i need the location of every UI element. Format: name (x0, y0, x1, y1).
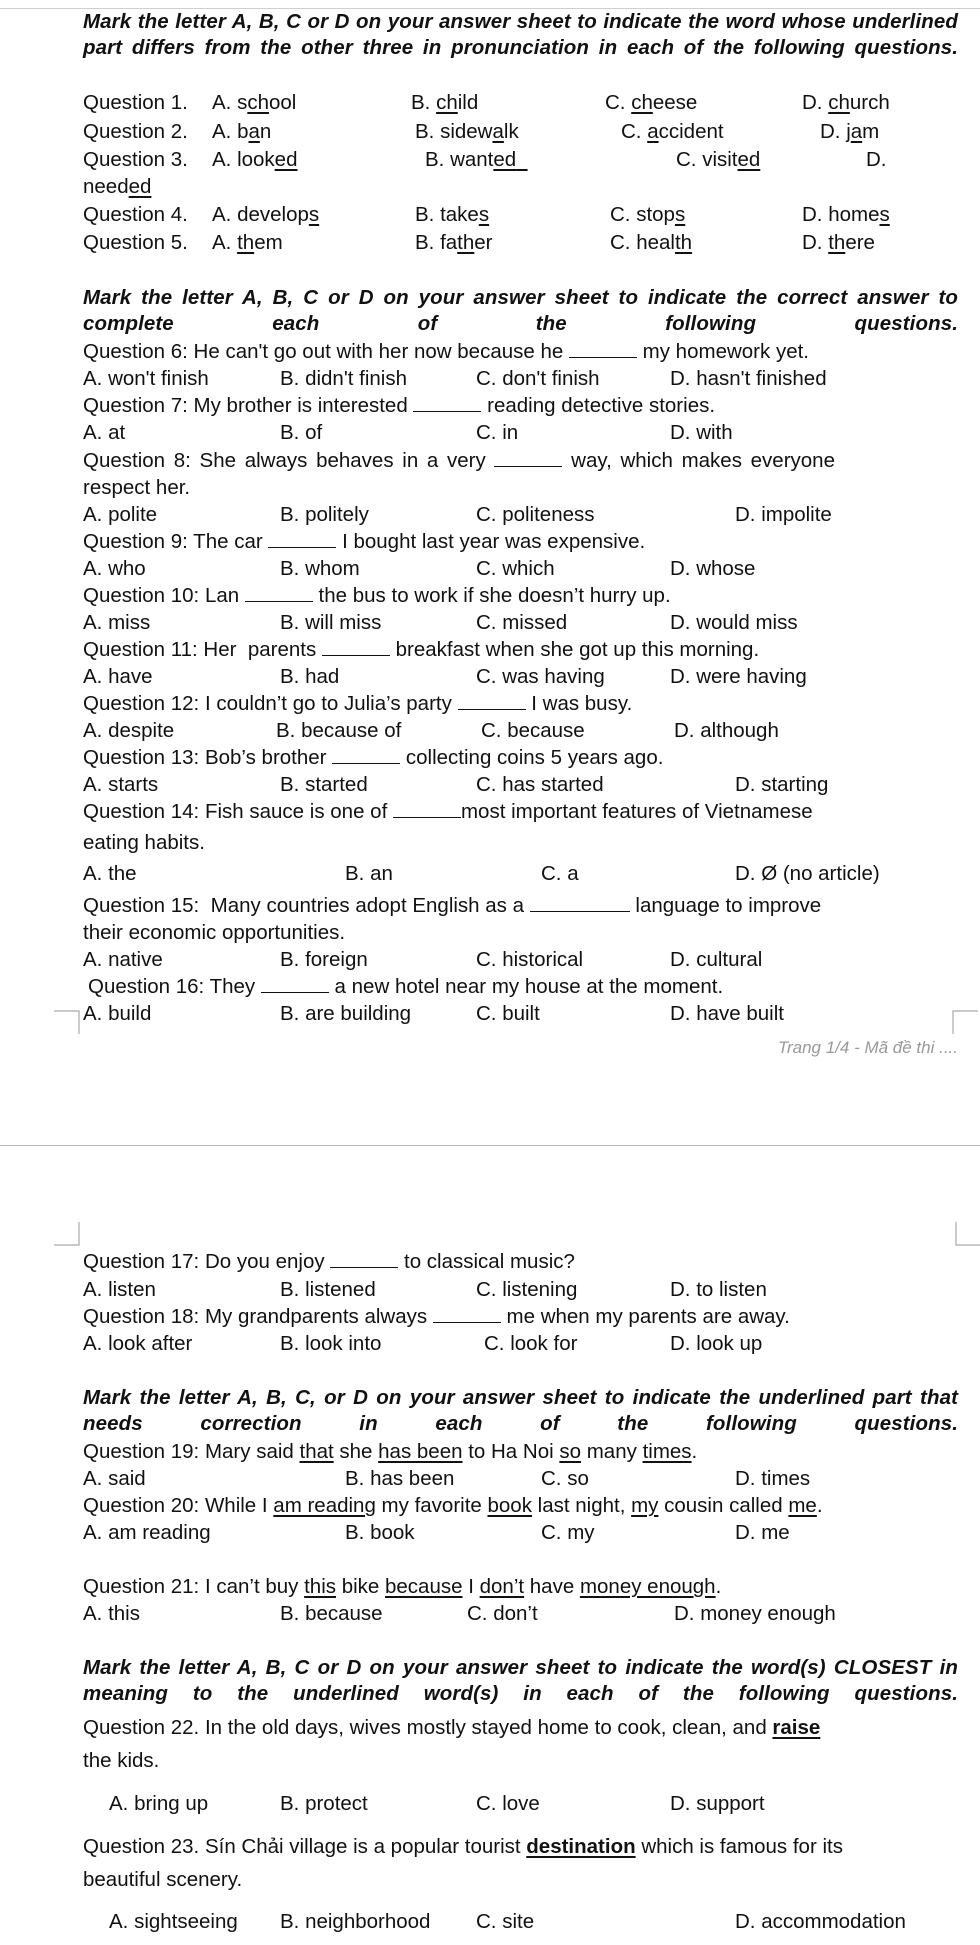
section-instruction-closest: Mark the letter A, B, C or D on your answer sheet to indicate the word(s) CLOSEST in meaning to the underlined word(s) in each of the following questions. (83, 1656, 958, 1705)
q9-option-d[interactable]: D. whose (670, 557, 756, 580)
q15-option-d[interactable]: D. cultural (670, 948, 763, 971)
q1-option-a[interactable]: A. school (212, 91, 297, 114)
q16-option-b[interactable]: B. are building (280, 1002, 412, 1025)
q22-option-c[interactable]: C. love (476, 1792, 540, 1815)
q10-option-c[interactable]: C. missed (476, 611, 568, 634)
q18-option-b[interactable]: B. look into (280, 1332, 382, 1355)
q23-option-d[interactable]: D. accommodation (735, 1910, 906, 1933)
question-21: Question 21: I can’t buy this bike because I don’t have money enough. (83, 1575, 722, 1598)
answer-blank (569, 339, 637, 358)
answer-blank (458, 691, 526, 710)
q22-option-a[interactable]: A. bring up (109, 1792, 209, 1815)
question-7: Question 7: My brother is interested reading detective stories. (83, 394, 716, 417)
q2-option-d[interactable]: D. jam (820, 120, 880, 143)
question-15: Question 15: Many countries adopt English as a language to improve (83, 894, 822, 917)
q17-option-a[interactable]: A. listen (83, 1278, 156, 1301)
q10-option-a[interactable]: A. miss (83, 611, 151, 634)
question-10: Question 10: Lan the bus to work if she doesn’t hurry up. (83, 584, 671, 607)
q23-stem-cont: beautiful scenery. (83, 1868, 243, 1891)
q14-option-a[interactable]: A. the (83, 862, 137, 885)
q4-option-c[interactable]: C. stops (610, 203, 686, 226)
section-instruction-correct-answer: Mark the letter A, B, C or D on your answer sheet to indicate the correct answer to complete each of the following questions. (83, 286, 958, 335)
q15-option-c[interactable]: C. historical (476, 948, 584, 971)
q20-option-b[interactable]: B. book (345, 1521, 415, 1544)
q15-option-b[interactable]: B. foreign (280, 948, 368, 971)
answer-blank (393, 799, 461, 818)
q23-option-b[interactable]: B. neighborhood (280, 1910, 431, 1933)
q9-option-b[interactable]: B. whom (280, 557, 360, 580)
q21-option-a[interactable]: A. this (83, 1602, 140, 1625)
q14-option-d[interactable]: D. Ø (no article) (735, 862, 880, 885)
q20-option-c[interactable]: C. my (541, 1521, 595, 1544)
question-3: Question 3. (83, 148, 188, 171)
question-6: Question 6: He can't go out with her now because he my homework yet. (83, 340, 809, 363)
answer-blank (245, 583, 313, 602)
q2-option-c[interactable]: C. accident (621, 120, 724, 143)
q11-option-a[interactable]: A. have (83, 665, 153, 688)
q2-option-a[interactable]: A. ban (212, 120, 272, 143)
q17-option-c[interactable]: C. listening (476, 1278, 578, 1301)
question-9: Question 9: The car I bought last year was expensive. (83, 530, 646, 553)
q5-option-a[interactable]: A. them (212, 231, 283, 254)
q4-option-b[interactable]: B. takes (415, 203, 490, 226)
question-2: Question 2. (83, 120, 188, 143)
q11-option-b[interactable]: B. had (280, 665, 340, 688)
answer-blank (261, 974, 329, 993)
question-14: Question 14: Fish sauce is one of most important features of Vietnamese (83, 800, 813, 823)
q7-option-b[interactable]: B. of (280, 421, 323, 444)
q8-option-a[interactable]: A. polite (83, 503, 158, 526)
q17-option-d[interactable]: D. to listen (670, 1278, 767, 1301)
q7-option-c[interactable]: C. in (476, 421, 519, 444)
q16-option-d[interactable]: D. have built (670, 1002, 784, 1025)
answer-blank (433, 1304, 501, 1323)
q15-stem-cont: their economic opportunities. (83, 921, 346, 944)
q9-option-a[interactable]: A. who (83, 557, 146, 580)
q1-option-c[interactable]: C. cheese (605, 91, 698, 114)
q8-option-b[interactable]: B. politely (280, 503, 369, 526)
q6-option-a[interactable]: A. won't finish (83, 367, 209, 390)
page-footer: Trang 1/4 - Mã đề thi .... (777, 1038, 958, 1057)
q1-option-d[interactable]: D. church (802, 91, 890, 114)
q21-option-b[interactable]: B. because (280, 1602, 383, 1625)
q12-option-c[interactable]: C. because (481, 719, 585, 742)
question-17: Question 17: Do you enjoy to classical music? (83, 1250, 575, 1273)
answer-blank (413, 393, 481, 412)
question-16: Question 16: They a new hotel near my house at the moment. (88, 975, 724, 998)
answer-blank (268, 529, 336, 548)
q4-option-d[interactable]: D. homes (802, 203, 890, 226)
q1-option-b[interactable]: B. child (411, 91, 479, 114)
question-4: Question 4. (83, 203, 188, 226)
q3-option-b[interactable]: B. wanted (425, 148, 517, 171)
question-20: Question 20: While I am reading my favorite book last night, my cousin called me. (83, 1494, 823, 1517)
answer-blank (322, 637, 390, 656)
q13-option-a[interactable]: A. starts (83, 773, 159, 796)
q9-option-c[interactable]: C. which (476, 557, 555, 580)
answer-blank (494, 448, 562, 467)
answer-blank (332, 745, 400, 764)
q19-option-c[interactable]: C. so (541, 1467, 589, 1490)
q6-option-d[interactable]: D. hasn't finished (670, 367, 827, 390)
q4-option-a[interactable]: A. develops (212, 203, 320, 226)
q7-option-a[interactable]: A. at (83, 421, 126, 444)
q2-option-b[interactable]: B. sidewalk (415, 120, 519, 143)
section-instruction-correction: Mark the letter A, B, C, or D on your answer sheet to indicate the underlined part that needs correction in each of the following questions. (83, 1386, 958, 1435)
q6-option-b[interactable]: B. didn't finish (280, 367, 407, 390)
q22-option-d[interactable]: D. support (670, 1792, 765, 1815)
page-break-rule (0, 1145, 980, 1146)
q13-option-d[interactable]: D. starting (735, 773, 829, 796)
margin-corner-mark (952, 1010, 978, 1034)
question-13: Question 13: Bob’s brother collecting coins 5 years ago. (83, 746, 664, 769)
q14-option-c[interactable]: C. a (541, 862, 579, 885)
q21-option-d[interactable]: D. money enough (674, 1602, 836, 1625)
q8-option-d[interactable]: D. impolite (735, 503, 832, 526)
q18-option-d[interactable]: D. look up (670, 1332, 763, 1355)
q22-option-b[interactable]: B. protect (280, 1792, 368, 1815)
question-22: Question 22. In the old days, wives mostly stayed home to cook, clean, and raise (83, 1716, 821, 1739)
margin-corner-mark (54, 1010, 80, 1034)
q11-option-d[interactable]: D. were having (670, 665, 807, 688)
q16-option-c[interactable]: C. built (476, 1002, 540, 1025)
q21-option-c[interactable]: C. don’t (467, 1602, 538, 1625)
q10-option-d[interactable]: D. would miss (670, 611, 798, 634)
q8-stem-cont: respect her. (83, 476, 191, 499)
q20-option-a[interactable]: A. am reading (83, 1521, 211, 1544)
q18-option-a[interactable]: A. look after (83, 1332, 193, 1355)
q23-option-c[interactable]: C. site (476, 1910, 535, 1933)
question-12: Question 12: I couldn’t go to Julia’s party I was busy. (83, 692, 633, 715)
q20-option-d[interactable]: D. me (735, 1521, 790, 1544)
q6-option-c[interactable]: C. don't finish (476, 367, 600, 390)
q5-option-b[interactable]: B. father (415, 231, 493, 254)
q3-option-d-label[interactable]: D. (866, 148, 887, 171)
q11-option-c[interactable]: C. was having (476, 665, 605, 688)
q18-option-c[interactable]: C. look for (484, 1332, 578, 1355)
margin-corner-mark (54, 1222, 80, 1246)
q3-option-a[interactable]: A. looked (212, 148, 298, 171)
q19-option-a[interactable]: A. said (83, 1467, 146, 1490)
q5-option-c[interactable]: C. health (610, 231, 693, 254)
q22-stem-cont: the kids. (83, 1749, 160, 1772)
q12-option-a[interactable]: A. despite (83, 719, 175, 742)
q12-option-b[interactable]: B. because of (276, 719, 402, 742)
q16-option-a[interactable]: A. build (83, 1002, 152, 1025)
q13-option-b[interactable]: B. started (280, 773, 368, 796)
question-5: Question 5. (83, 231, 188, 254)
q10-option-b[interactable]: B. will miss (280, 611, 382, 634)
question-8: Question 8: She always behaves in a very way, which makes everyone (83, 449, 835, 472)
question-18: Question 18: My grandparents always me when my parents are away. (83, 1305, 790, 1328)
q14-option-b[interactable]: B. an (345, 862, 393, 885)
question-11: Question 11: Her parents breakfast when she got up this morning. (83, 638, 760, 661)
q23-option-a[interactable]: A. sightseeing (109, 1910, 238, 1933)
margin-corner-mark (955, 1222, 980, 1246)
question-23: Question 23. Sín Chải village is a popular tourist destination which is famous for its (83, 1835, 843, 1858)
q8-option-c[interactable]: C. politeness (476, 503, 595, 526)
question-19: Question 19: Mary said that she has been to Ha Noi so many times. (83, 1440, 698, 1463)
q7-option-d[interactable]: D. with (670, 421, 733, 444)
answer-blank (530, 893, 630, 912)
q12-option-d[interactable]: D. although (674, 719, 779, 742)
section-instruction-pronunciation: Mark the letter A, B, C or D on your answer sheet to indicate the word whose underlined part differs from the other three in pronunciation in each of the following questions. (83, 10, 958, 59)
q15-option-a[interactable]: A. native (83, 948, 163, 971)
q19-option-b[interactable]: B. has been (345, 1467, 455, 1490)
q14-stem-cont: eating habits. (83, 831, 205, 854)
q3-option-d-word: needed (83, 175, 152, 198)
q5-option-d[interactable]: D. there (802, 231, 875, 254)
q3-option-c[interactable]: C. visited (676, 148, 761, 171)
q13-option-c[interactable]: C. has started (476, 773, 604, 796)
answer-blank (330, 1249, 398, 1268)
q19-option-d[interactable]: D. times (735, 1467, 811, 1490)
question-1: Question 1. (83, 91, 188, 114)
q17-option-b[interactable]: B. listened (280, 1278, 376, 1301)
